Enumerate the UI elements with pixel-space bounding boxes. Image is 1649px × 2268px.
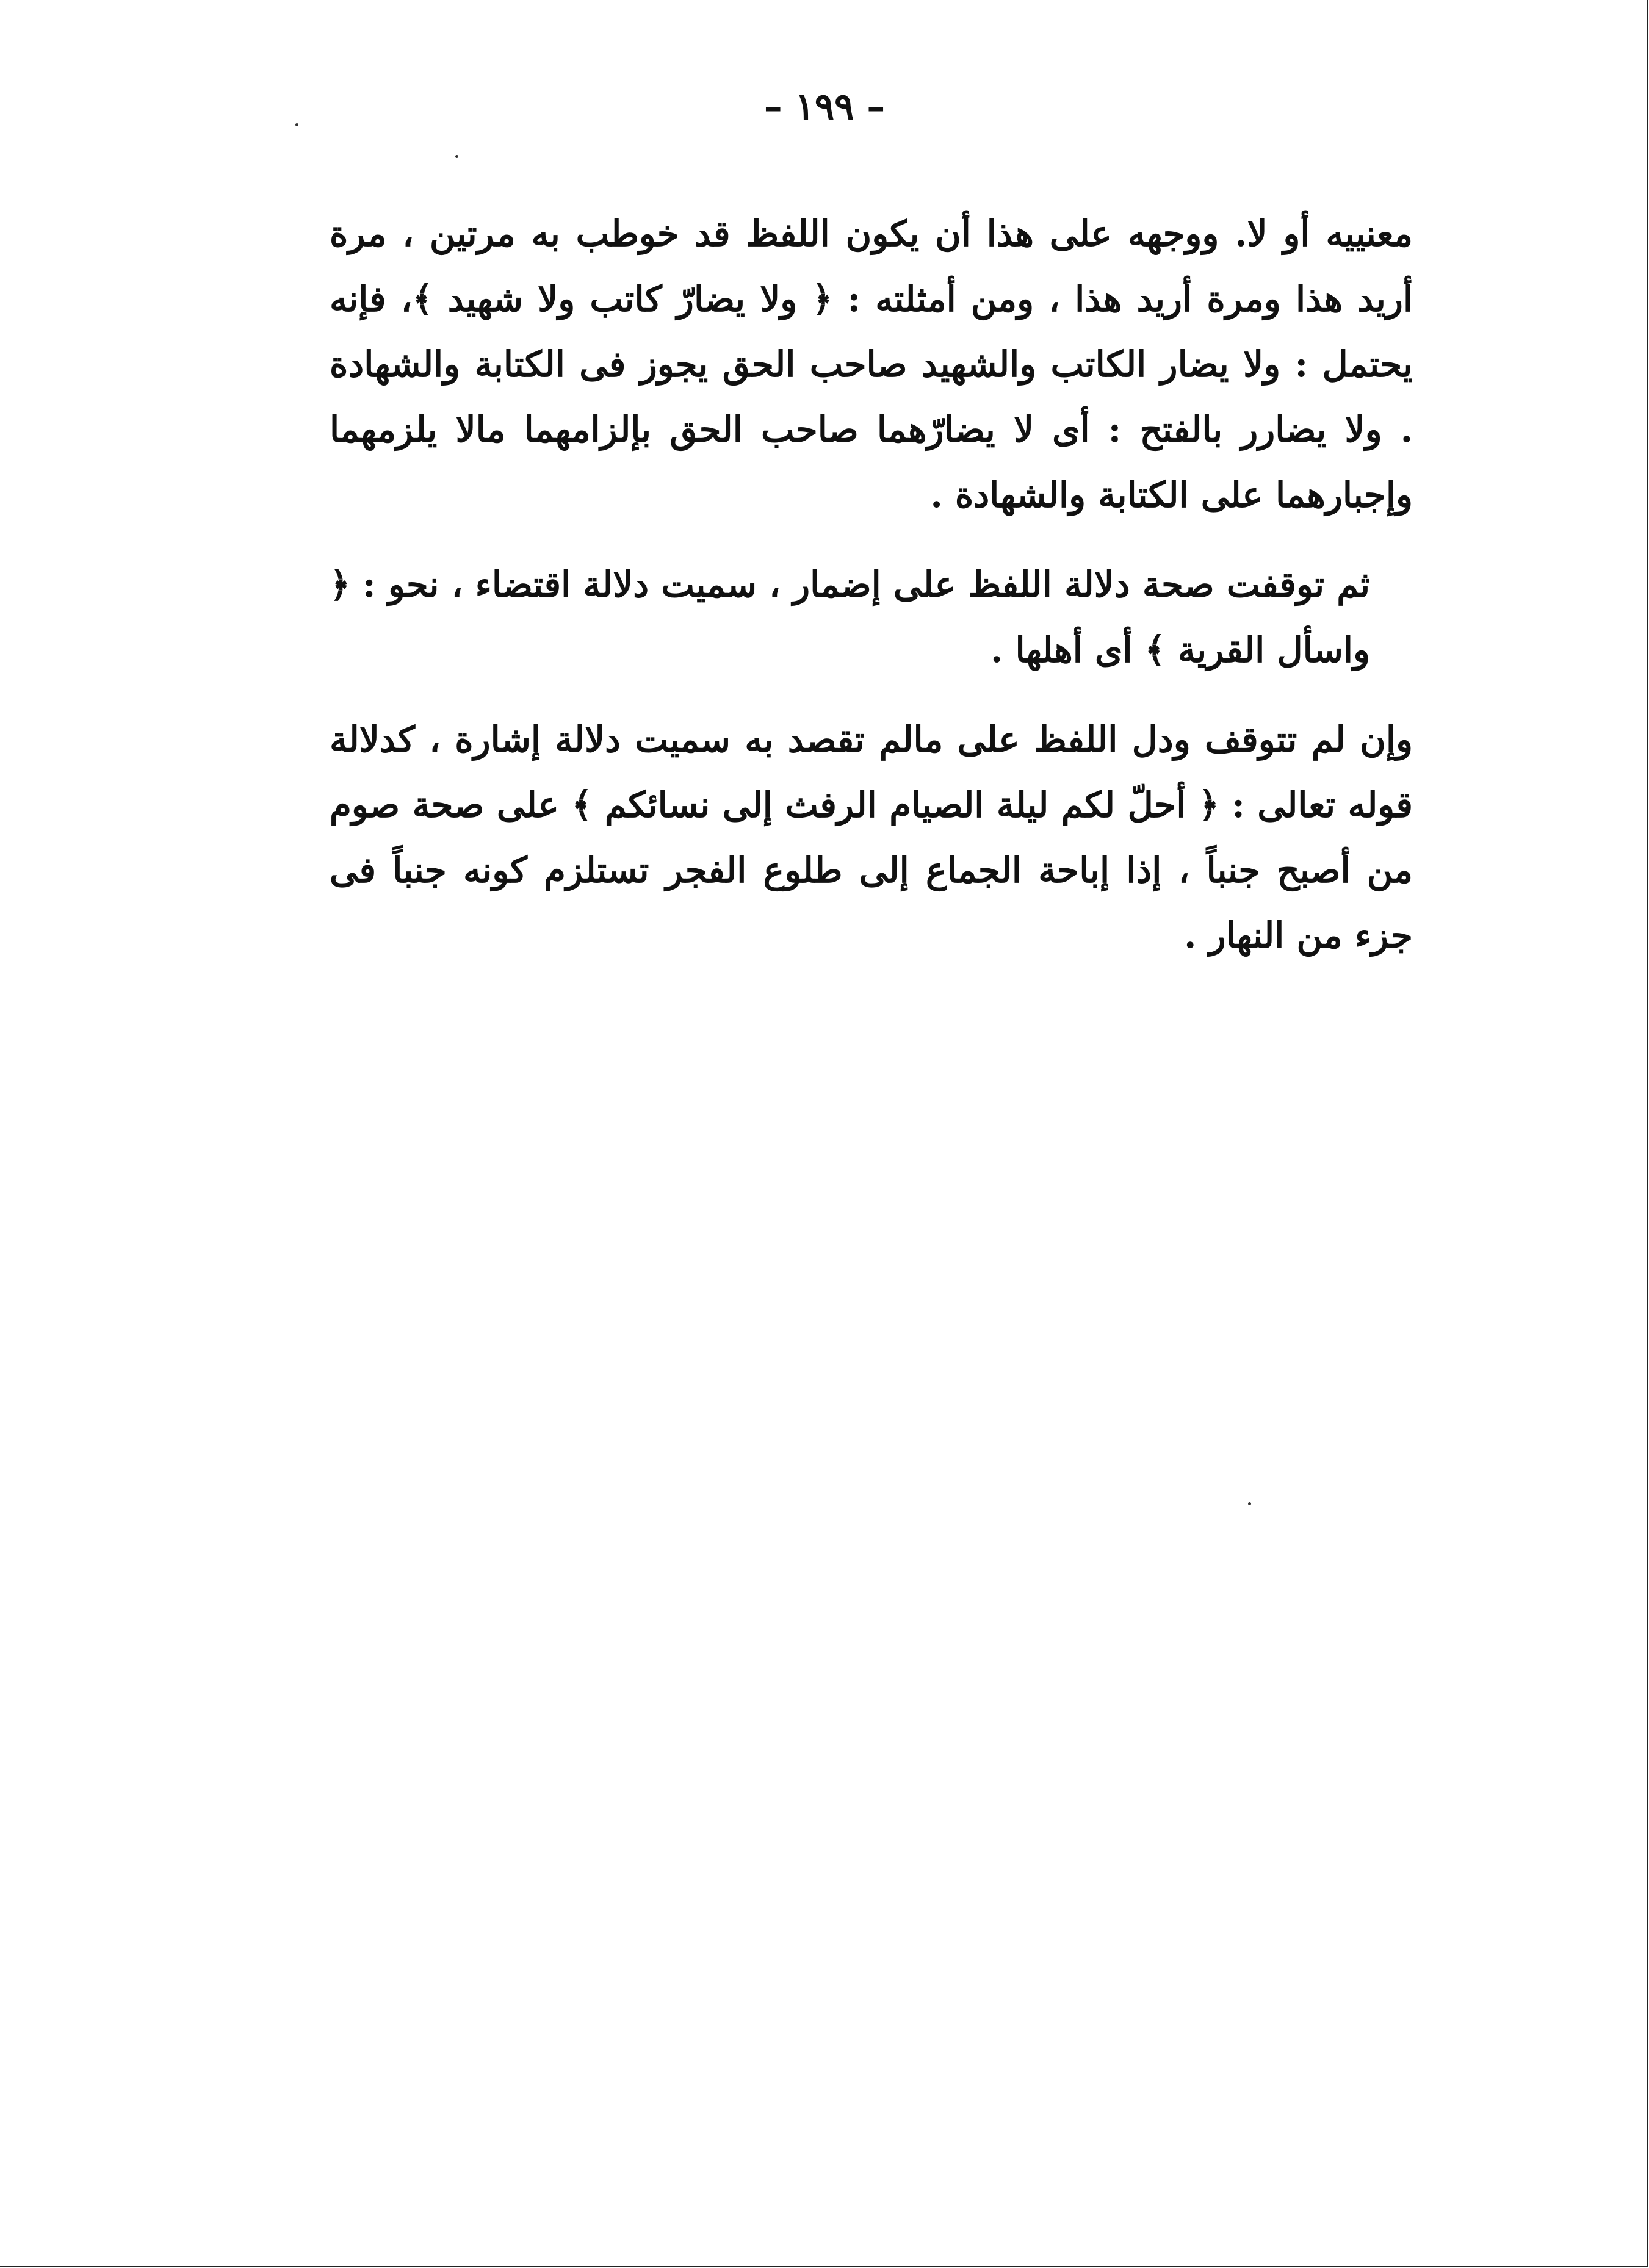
paragraph-3: وإن لم تتوقف ودل اللفظ على مالم تقصد به سميت دلالة إشارة ، كدلالة قوله تعالى : ﴿ أحلّ لكم ليلة الصيام الرفث إلى نسائكم ﴾ على صحة صوم من أصبح جنباً ، إذا إباحة الجماع إلى طلوع الفجر تستلزم كونه جنباً فى جزء من النهار . bbox=[330, 719, 1413, 956]
body-text bbox=[330, 201, 1413, 993]
page-number: – ١٩٩ – bbox=[763, 85, 886, 128]
paragraph-1: معنييه أو لا. ووجهه على هذا أن يكون اللفظ قد خوطب به مرتين ، مرة أريد هذا ومرة أريد هذا ، ومن أمثلته : ﴿ ولا يضارّ كاتب ولا شهيد ﴾، فإنه يحتمل : ولا يضار الكاتب والشهيد صاحب الحق يجوز فى الكتابة والشهادة . ولا يضارر بالفتح : أى لا يضارّهما صاحب الحق بإلزامهما مالا يلزمهما وإجبارهما على الكتابة والشهادة . bbox=[330, 213, 1413, 516]
paragraph-2: ثم توقفت صحة دلالة اللفظ على إضمار ، سميت دلالة اقتضاء ، نحو : ﴿ واسأل القرية ﴾ أى أهلها . bbox=[330, 564, 1370, 671]
scan-speck bbox=[295, 123, 298, 126]
scan-speck bbox=[455, 155, 458, 158]
scan-speck bbox=[1248, 1502, 1251, 1505]
